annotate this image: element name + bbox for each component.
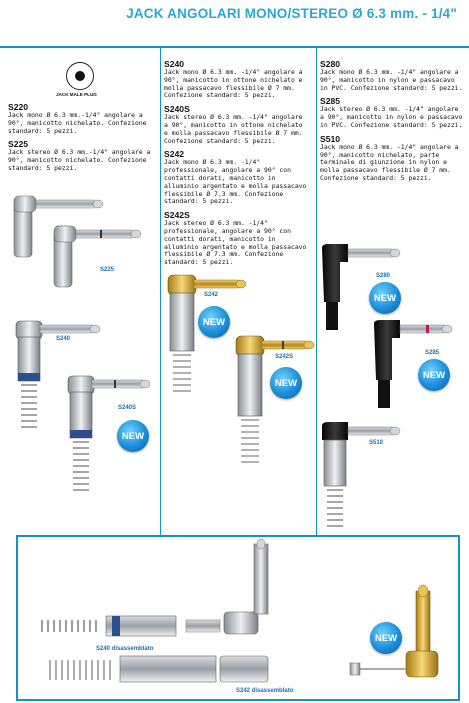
new-badge-s242s: NEW [270,367,302,399]
jack-image-s242-disassembled [44,650,274,690]
jack-image-s510 [318,420,408,535]
product-desc-s240s: Jack stereo Ø 6.3 mm. -1/4" angolare a 90°, manicotto in ottone nichelato e molla passacavo flessibile Ø 7 mm. Confezione standard: 5 pezzi. [164,113,303,145]
product-code-s510: S510 [320,133,341,144]
product-code-s285: S285 [320,96,341,107]
product-code-s280: S280 [320,59,341,69]
jack-plug-label: JACK MALE PLUG [56,92,97,97]
product-code-s220: S220 [8,102,29,112]
product-code-s225: S225 [8,139,29,150]
column-divider-1 [160,48,161,535]
product-desc-s242s: Jack stereo Ø 6.3 mm. -1/4" professionale, angolare a 90° con contatti dorati, manicotto in alluminio argentato e molla passacavo flessibile Ø 7.3 mm. Confezione standard: 5 pezzi. [164,219,307,267]
caption-s225: S225 [100,267,115,273]
product-desc-s242: Jack mono Ø 6.3 mm. -1/4" professionale, angolare a 90° con contatti dorati, manicotto in alluminio argentato e molla passacavo flessibile Ø 7.3 mm. Confezione standard: 5 pezzi. [164,158,307,206]
header-rule [0,46,469,48]
new-badge-s285: NEW [418,359,450,391]
caption-s242s: S242S [275,354,294,360]
caption-s285: S285 [425,350,440,356]
jack-plug-icon [66,62,94,90]
product-desc-s225: Jack stereo Ø 6.3 mm.-1/4" angolare a 90°, manicotto nichelato. Confezione standard: 5 pezzi. [8,148,151,172]
product-code-s242s: S242S [164,210,190,221]
caption-s242: S242 [204,292,219,298]
new-badge-gold-assembled: NEW [370,622,402,654]
product-desc-s510: Jack mono Ø 6.3 mm. -1/4" angolare a 90°, manicotto nichelato, parte terminale di giunzione in nylon e molla passacavo flessibile Ø 7 mm. Confezione standard: 5 pezzi. [320,142,459,182]
jack-image-s240-disassembled [36,538,276,638]
new-badge-s280: NEW [369,282,401,314]
product-code-s240: S240 [164,59,185,69]
page-title: JACK ANGOLARI MONO/STEREO Ø 6.3 mm. - 1/4" [126,6,457,21]
new-badge-s242: NEW [198,306,230,338]
product-code-s240s: S240S [164,104,190,115]
jack-image-s225 [50,222,150,292]
product-desc-s220: Jack mono Ø 6.3 mm.-1/4" angolare a 90°, manicotto nichelato. Confezione standard: 5 pezzi. [8,111,147,135]
caption-s240s: S240S [118,405,137,411]
product-column-1 [8,98,154,173]
caption-s510: S510 [369,440,384,446]
product-code-s242: S242 [164,149,185,160]
product-column-3 [320,55,464,183]
caption-s240: S240 [56,336,71,342]
caption-s240-disassembled: S240 disassemblato [96,646,154,652]
caption-s242-disassembled: S242 disassemblato [236,688,294,694]
product-column-2 [164,55,310,267]
product-desc-s285: Jack stereo Ø 6.3 mm. -1/4" angolare a 90°, manicotto in nylon e passacavo in PVC. Confezione standard: 5 pezzi. [320,105,463,129]
product-desc-s280: Jack mono Ø 6.3 mm. -1/4" angolare a 90°, manicotto in nylon e passacavo in PVC. Confezione standard: 5 pezzi. [320,68,463,92]
new-badge-s240s: NEW [117,420,149,452]
caption-s280: S280 [376,273,391,279]
product-desc-s240: Jack mono Ø 6.3 mm. -1/4" angolare a 90°, manicotto in ottone nichelato e molla passacavo flessibile Ø 7 mm. Confezione standard: 5 pezzi. [164,68,303,100]
